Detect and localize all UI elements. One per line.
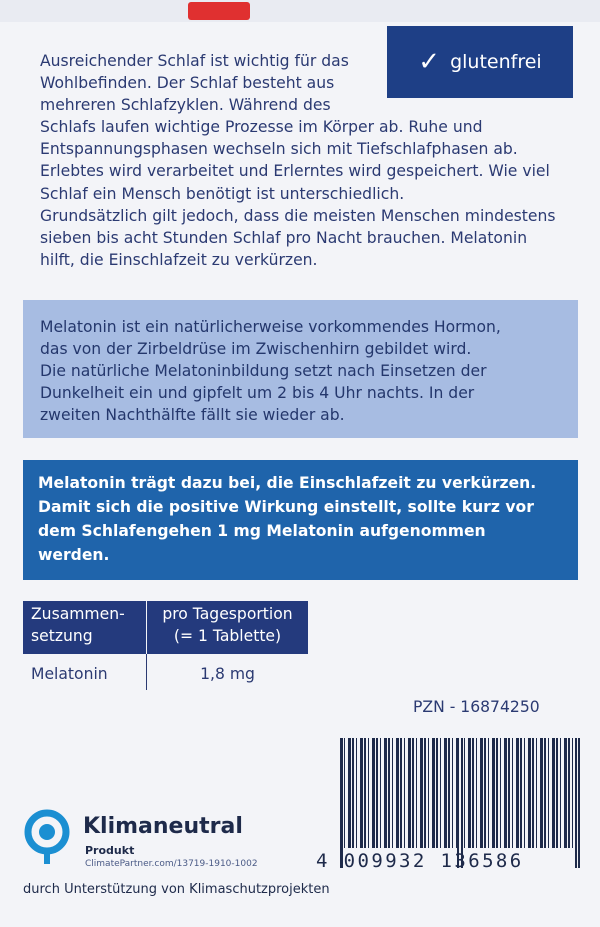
barcode-guard	[575, 738, 580, 868]
claim-line: werden.	[38, 546, 110, 564]
intro-line: Ausreichender Schlaf ist wichtig für das	[40, 52, 349, 70]
intro-line: Erlebtes wird verarbeitet und Erlerntes wird gespeichert. Wie viel	[40, 162, 550, 181]
klimaneutral-subtitle: Produkt	[85, 844, 135, 857]
klimaneutral-note: durch Unterstützung von Klimaschutzprojekten	[23, 882, 330, 897]
claim-line: Melatonin trägt dazu bei, die Einschlafzeit zu verkürzen.	[38, 474, 537, 492]
ingredient-name: Melatonin	[23, 654, 147, 690]
header-text: (= 1 Tablette)	[173, 627, 282, 645]
intro-text	[40, 50, 585, 271]
composition-table-header	[23, 601, 308, 654]
header-text: Zusammen-	[31, 605, 125, 623]
klimaneutral-title: Klimaneutral	[83, 814, 243, 839]
intro-line: Schlafs laufen wichtige Prozesse im Körper ab. Ruhe und	[40, 118, 483, 137]
intro-line: mehreren Schlafzyklen. Während des	[40, 96, 331, 115]
red-flap-marking	[188, 2, 250, 20]
checkmark-icon: ✓	[418, 47, 441, 77]
pzn-code: PZN - 16874250	[413, 698, 540, 716]
claim-line: Damit sich die positive Wirkung einstellt, sollte kurz vor	[38, 498, 534, 516]
health-claim-panel	[23, 460, 578, 580]
table-row	[23, 654, 308, 690]
climatepartner-logo-icon	[23, 808, 71, 866]
header-text: pro Tagesportion	[162, 605, 293, 623]
info-line: Dunkelheit ein und gipfelt um 2 bis 4 Uhr nachts. In der	[40, 384, 475, 402]
intro-line: Entspannungsphasen wechseln sich mit Tiefschlafphasen ab.	[40, 140, 518, 159]
info-line: Die natürliche Melatoninbildung setzt nach Einsetzen der	[40, 362, 487, 380]
barcode	[340, 738, 580, 848]
barcode-guard	[457, 738, 463, 868]
intro-line: sieben bis acht Stunden Schlaf pro Nacht brauchen. Melatonin	[40, 228, 528, 247]
barcode-guard	[340, 738, 343, 868]
header-composition	[23, 601, 147, 654]
composition-table	[23, 601, 308, 690]
ingredient-amount: 1,8 mg	[200, 665, 255, 683]
badge-label: glutenfrei	[450, 51, 542, 73]
header-text: setzung	[31, 627, 93, 645]
info-line: Melatonin ist ein natürlicherweise vorkommendes Hormon,	[40, 318, 501, 336]
package-top-edge	[0, 0, 600, 22]
intro-line: Grundsätzlich gilt jedoch, dass die meisten Menschen mindestens	[40, 206, 556, 225]
intro-line: Wohlbefinden. Der Schlaf besteht aus	[40, 74, 335, 93]
barcode-number: 4 009932 136586	[316, 850, 524, 872]
info-line: zweiten Nachthälfte fällt sie wieder ab.	[40, 406, 345, 424]
climatepartner-url: ClimatePartner.com/13719-1910-1002	[85, 859, 258, 869]
info-line: das von der Zirbeldrüse im Zwischenhirn gebildet wird.	[40, 340, 472, 358]
melatonin-info-panel	[23, 300, 578, 438]
header-daily-portion	[147, 601, 308, 654]
intro-line: hilft, die Einschlafzeit zu verkürzen.	[40, 250, 318, 269]
intro-line: Schlaf ein Mensch benötigt ist unterschiedlich.	[40, 184, 405, 203]
claim-line: dem Schlafengehen 1 mg Melatonin aufgenommen	[38, 522, 486, 540]
